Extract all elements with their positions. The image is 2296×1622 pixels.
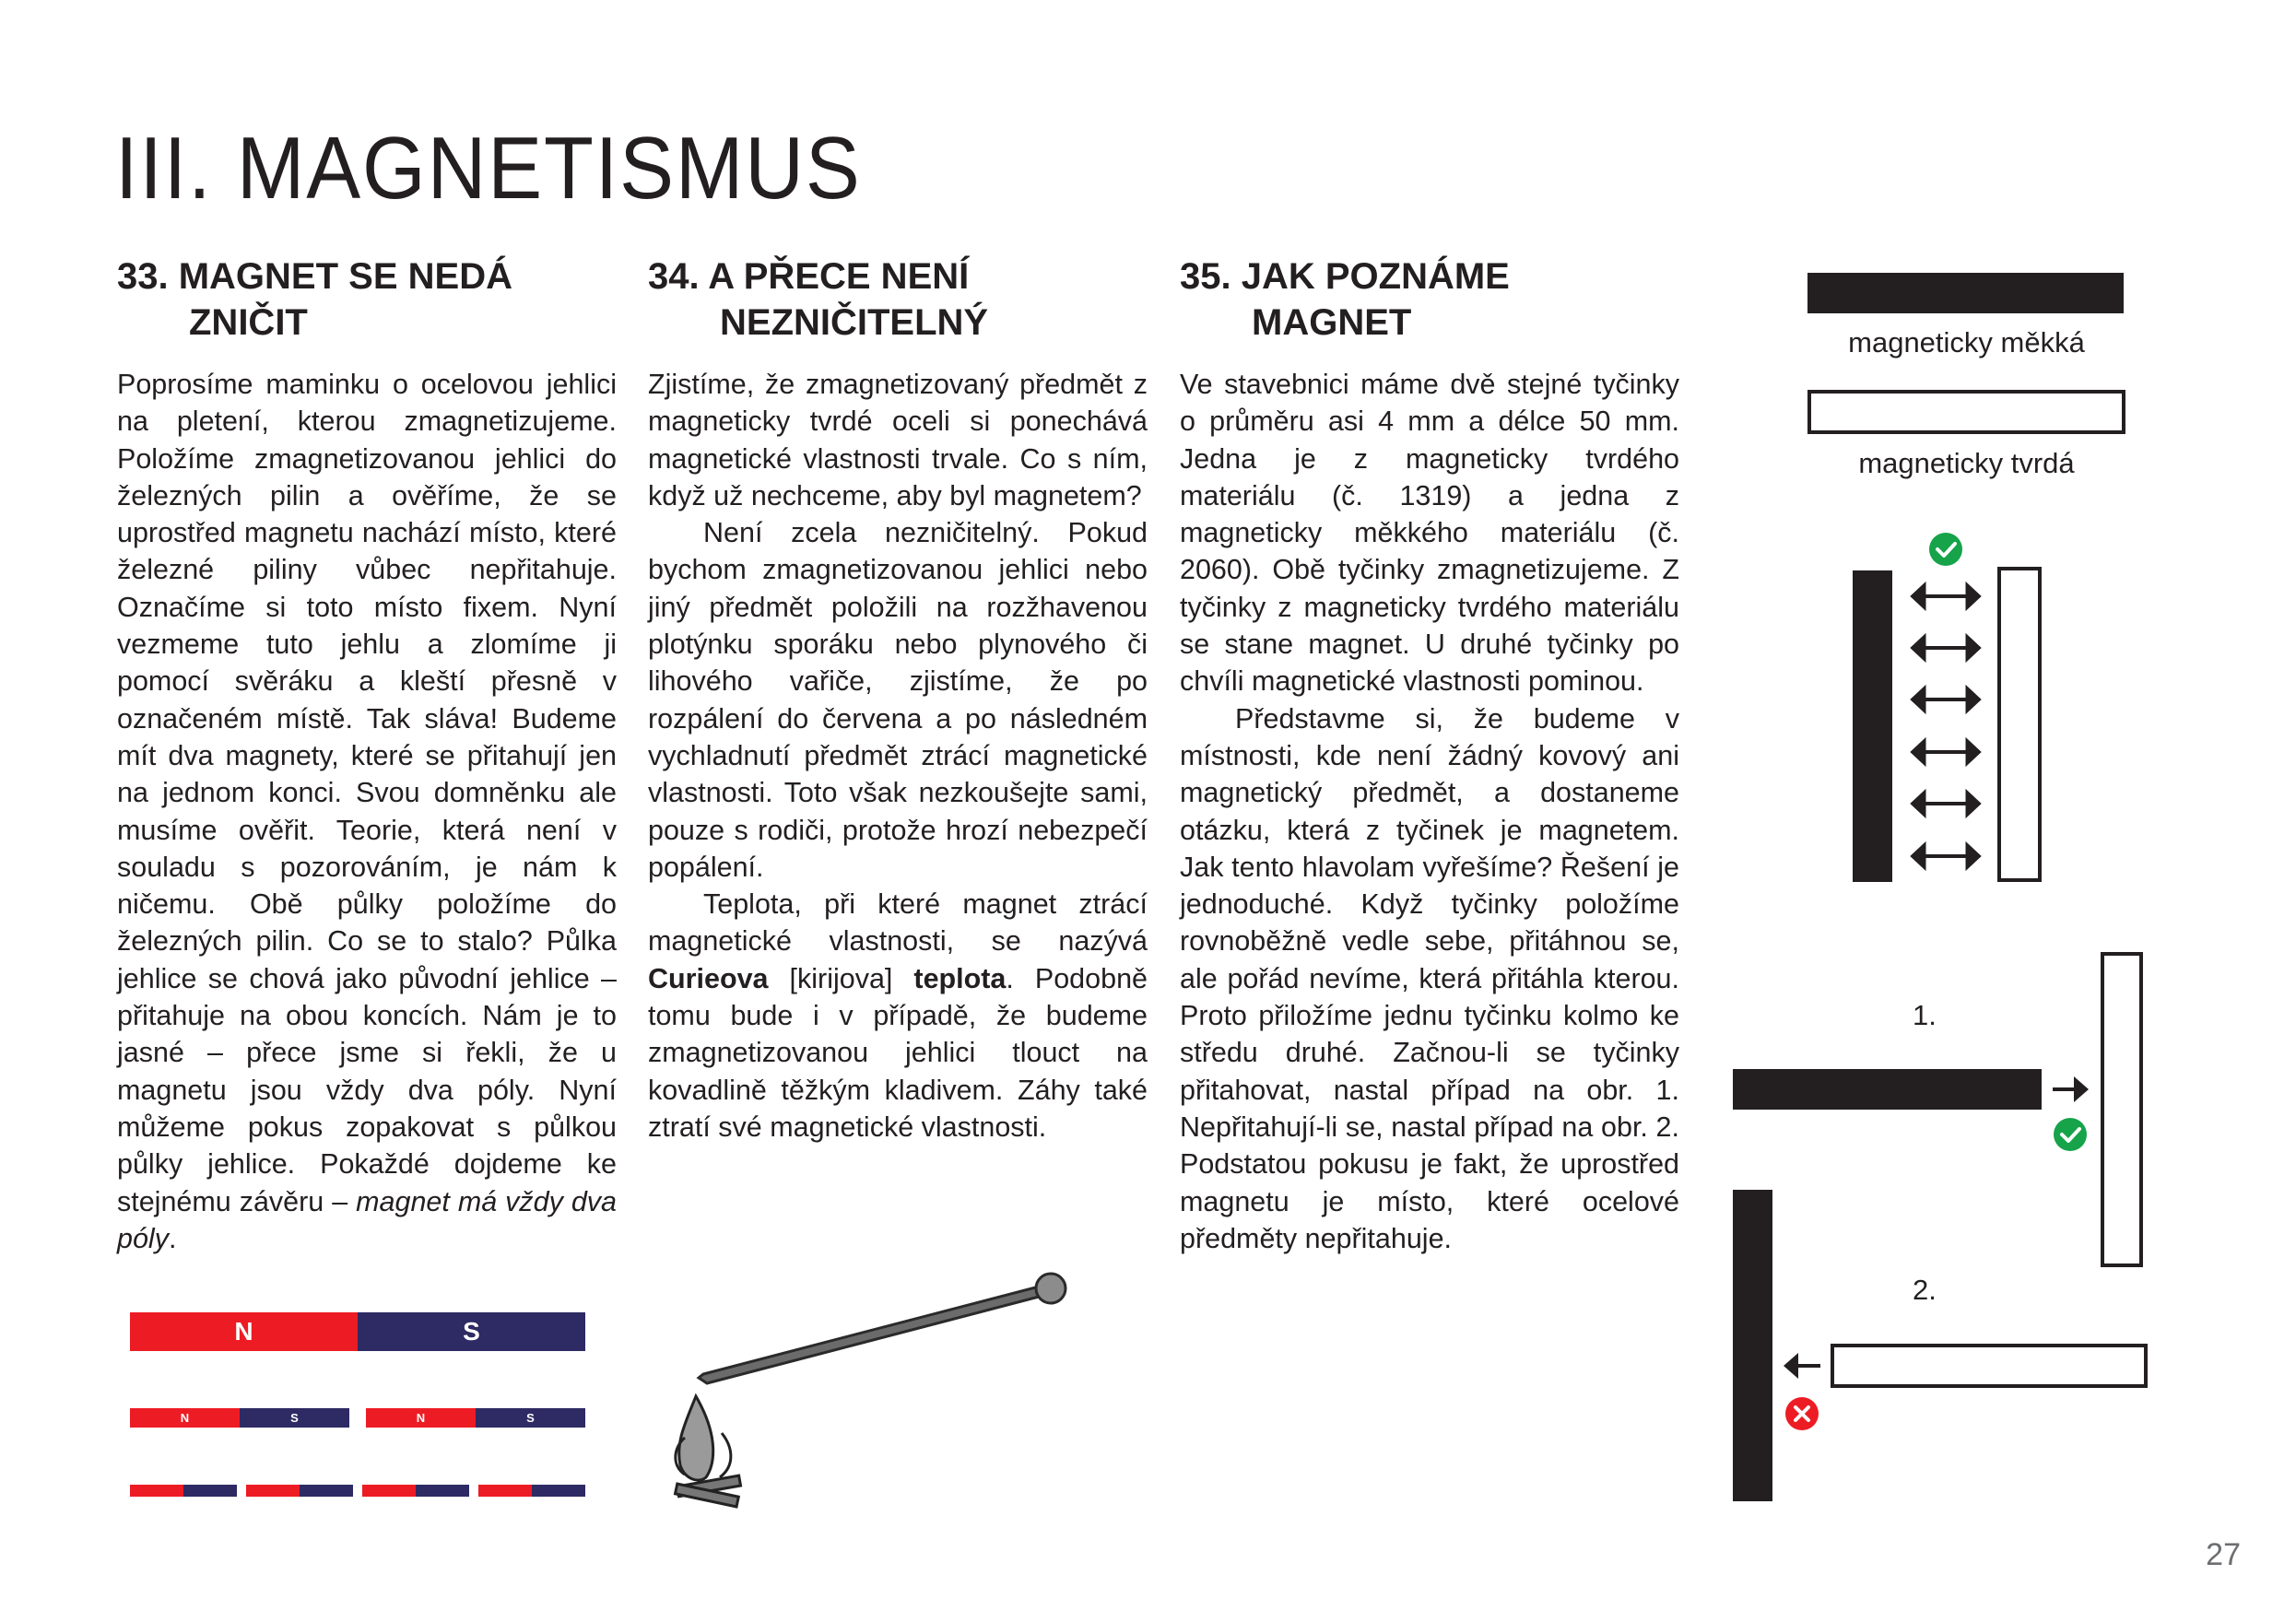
needle-over-fire-figure <box>648 1249 1146 1516</box>
soft-rod-case1 <box>1733 1069 2042 1110</box>
paragraph: Ve stavebnici máme dvě stejné tyčinky o průměru asi 4 mm a délce 50 mm. Jedna je z magneticky tvrdého materiálu (č. 1319) a jedna z magneticky měkkého materiálu (č. 2060). Obě tyčinky zmagnetizujeme. Z tyčinky z magneticky tvrdého materiálu se stane magnet. U druhé tyčinky po chvíli magnetické vlastnosti pominou. <box>1180 369 1679 698</box>
campfire-icon <box>675 1396 740 1507</box>
hard-rod <box>1999 569 2040 880</box>
section-35-heading <box>1180 253 1510 346</box>
case-2-label: 2. <box>1913 1274 1937 1306</box>
term-teplota: teplota <box>913 962 1007 994</box>
hard-rod-legend-swatch <box>1807 390 2125 434</box>
magnet-quarter <box>478 1485 585 1497</box>
x-circle-icon <box>1785 1397 1819 1430</box>
section-35-body <box>1180 366 1679 1257</box>
section-34-body <box>648 366 1148 1146</box>
soft-rod <box>1853 570 1892 882</box>
term-curie: Curieova <box>648 962 769 994</box>
paragraph: Není zcela nezničitelný. Pokud bychom zmagnetizovanou jehlici nebo jiný předmět položili na rozžhavenou plotýnku sporáku nebo plynového či lihového vařiče, zjistíme, že po rozpálení do červena a po následném vychladnutí předmět ztrácí magnetické vlastnosti. Toto však nezkoušejte sami, pouze s rodiči, protože hrozí nebezpečí popálení. <box>648 517 1148 883</box>
south-pole: S <box>358 1312 585 1351</box>
magnet-half <box>130 1408 349 1428</box>
magnet-full <box>130 1312 585 1351</box>
heading-line2: NEZNIČITELNÝ <box>720 302 989 343</box>
soft-rod-case2 <box>1733 1190 1772 1501</box>
hard-rod-case1 <box>2102 954 2141 1265</box>
heading-line2: ZNIČIT <box>189 302 308 343</box>
north-pole: N <box>130 1312 358 1351</box>
north-pole: N <box>130 1408 240 1428</box>
magnet-half <box>366 1408 585 1428</box>
paragraph <box>648 886 1148 1146</box>
needle-icon <box>699 1274 1066 1383</box>
page-number: 27 <box>2206 1537 2241 1572</box>
section-33-heading <box>117 253 512 346</box>
paragraph: Představme si, že budeme v místnosti, kde není žádný kovový ani magnetický předmět, a dostaneme otázku, která z tyčinek je magnetem. Jak tento hlavolam vyřešíme? Řešení je jednoduché. Když tyčinky položíme rovnoběžně vedle sebe, přitáhnou se, ale pořád nevíme, která přitáhla kterou. Proto přiložíme jednu tyčinku kolmo ke středu druhé. Začnou-li se tyčinky přitahovat, nastal případ na obr. 1. Nepřitahují-li se, nastal případ na obr. 2. Podstatou pokusu je fakt, že uprostřed magnetu je místo, které ocelové předměty nepřitahuje. <box>1180 702 1679 1254</box>
double-arrow-icon <box>1911 582 1981 870</box>
heading-line2: MAGNET <box>1252 302 1412 343</box>
check-circle-icon <box>2054 1118 2087 1151</box>
italic-conclusion: magnet má vždy dva póly <box>117 1185 617 1254</box>
heading-line1: 35. JAK POZNÁME <box>1180 256 1510 297</box>
magnet-quarters-row <box>130 1485 585 1497</box>
perpendicular-rods-diagram <box>1733 949 2194 1521</box>
south-pole: S <box>476 1408 585 1428</box>
north-pole: N <box>366 1408 476 1428</box>
legend-hard-label: magneticky tvrdá <box>1858 447 2075 479</box>
text: . Podobně tomu bude i v případě, že budeme zmagnetizovanou jehlici tlouct na kovadlině těžkým kladivem. Záhy také ztratí své magnetické vlastnosti. <box>648 962 1148 1143</box>
magnet-quarter <box>362 1485 469 1497</box>
magnet-quarter <box>246 1485 353 1497</box>
parallel-rods-diagram <box>1843 525 2102 912</box>
section-34-heading <box>648 253 988 346</box>
chapter-title: III. MAGNETISMUS <box>115 119 862 217</box>
magnet-halves-row <box>130 1408 585 1428</box>
section-33-body <box>117 366 617 1257</box>
hard-rod-case2 <box>1832 1346 2146 1386</box>
pronunciation: [kirijova] <box>768 962 914 994</box>
magnet-quarter <box>130 1485 237 1497</box>
magnet-division-figure <box>130 1312 585 1497</box>
soft-rod-legend-swatch <box>1807 273 2124 313</box>
legend-soft-label: magneticky měkká <box>1848 326 2085 358</box>
case-1-label: 1. <box>1913 999 1937 1031</box>
punct: . <box>168 1222 177 1254</box>
text: Teplota, při které magnet ztrácí magnetické vlastnosti, se nazývá <box>648 888 1148 958</box>
check-circle-icon <box>1929 533 1962 566</box>
paragraph <box>117 366 617 1257</box>
paragraph-text: Poprosíme maminku o ocelovou jehlici na pletení, kterou zmagnetizujeme. Položíme zmagnetizovanou jehlici do železných pilin a ověříme, že se uprostřed magnetu nachází místo, které železné piliny vůbec nepřitahuje. Označíme si toto místo fixem. Nyní vezmeme tuto jehlu a zlomíme ji pomocí svěráku a kleští přesně v označeném místě. Tak sláva! Budeme mít dva magnety, které se přitahují jen na jednom konci. Svou domněnku ale musíme ověřit. Teorie, která není v souladu s pozorováním, je nám k ničemu. Obě půlky položíme do železných pilin. Co se to stalo? Půlka jehlice se chová jako původní jehlice – přitahuje na obou koncích. Nám je to jasné – přece jsme si řekli, že u magnetu jsou vždy dva póly. Nyní můžeme pokus zopakovat s půlkou půlky jehlice. Pokaždé dojdeme ke stejnému závěru – <box>117 369 617 1217</box>
south-pole: S <box>240 1408 349 1428</box>
arrow-left-icon <box>1784 1353 1820 1379</box>
paragraph: Zjistíme, že zmagnetizovaný předmět z magneticky tvrdé oceli si ponechává magnetické vlastnosti trvale. Co s ním, když už nechceme, aby byl magnetem? <box>648 369 1148 511</box>
arrow-right-icon <box>2053 1076 2089 1102</box>
heading-line1: 33. MAGNET SE NEDÁ <box>117 256 512 297</box>
heading-line1: 34. A PŘECE NENÍ <box>648 256 970 297</box>
